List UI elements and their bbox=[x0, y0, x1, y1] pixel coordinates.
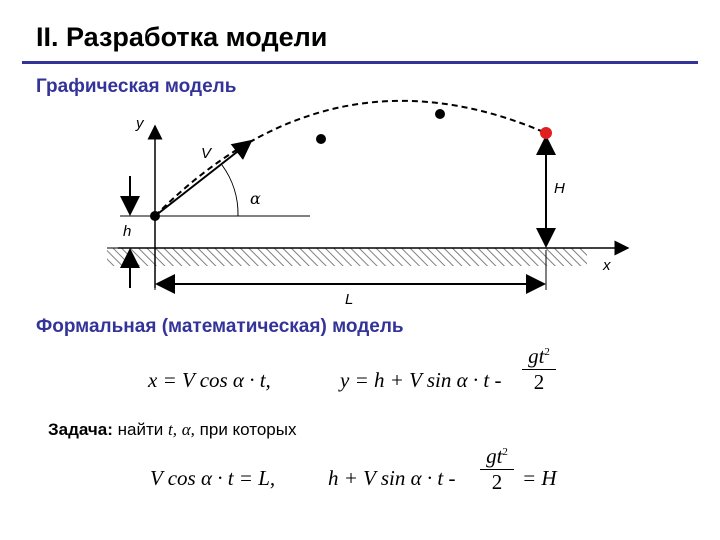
H-label: H bbox=[554, 180, 565, 197]
trajectory-curve bbox=[155, 101, 546, 216]
fraction-denominator: 2 bbox=[533, 370, 545, 394]
fraction2-numerator: gt bbox=[486, 444, 503, 468]
angle-label: α bbox=[250, 189, 261, 208]
section-heading-formal: Формальная (математическая) модель bbox=[36, 316, 404, 337]
equation-H-fraction bbox=[480, 444, 514, 495]
y-axis-label: y bbox=[136, 115, 144, 132]
equation-H: h + V sin α · t - bbox=[328, 466, 456, 490]
h-label: h bbox=[123, 223, 132, 240]
trajectory-point-2 bbox=[435, 109, 445, 119]
page-title: II. Разработка модели bbox=[36, 22, 328, 52]
section-heading-graphic: Графическая модель bbox=[36, 76, 237, 97]
task-text-after: при которых bbox=[199, 420, 297, 439]
angle-arc bbox=[222, 165, 238, 216]
task-statement bbox=[48, 420, 296, 440]
fraction2-denominator: 2 bbox=[491, 470, 503, 494]
fraction2-exponent: 2 bbox=[502, 446, 508, 458]
task-var-alpha: α, bbox=[181, 420, 195, 439]
task-var-t: t, bbox=[168, 420, 177, 439]
task-label: Задача: bbox=[48, 420, 113, 439]
equation-x: x = V cos α · t, bbox=[148, 368, 271, 392]
equation-H-rhs: = H bbox=[522, 466, 557, 490]
fraction-numerator: gt bbox=[528, 344, 545, 368]
velocity-label: V bbox=[201, 145, 212, 162]
ground-hatch bbox=[107, 248, 587, 266]
trajectory-point-1 bbox=[316, 134, 326, 144]
launch-point bbox=[150, 211, 160, 221]
target-point bbox=[540, 127, 552, 139]
x-axis-label: x bbox=[603, 257, 611, 274]
equation-L: V cos α · t = L, bbox=[150, 466, 276, 490]
L-label: L bbox=[345, 291, 354, 308]
equation-y: y = h + V sin α · t - bbox=[340, 368, 502, 392]
equation-y-fraction bbox=[522, 344, 556, 395]
fraction-exponent: 2 bbox=[544, 346, 550, 358]
task-text-before: найти bbox=[117, 420, 164, 439]
